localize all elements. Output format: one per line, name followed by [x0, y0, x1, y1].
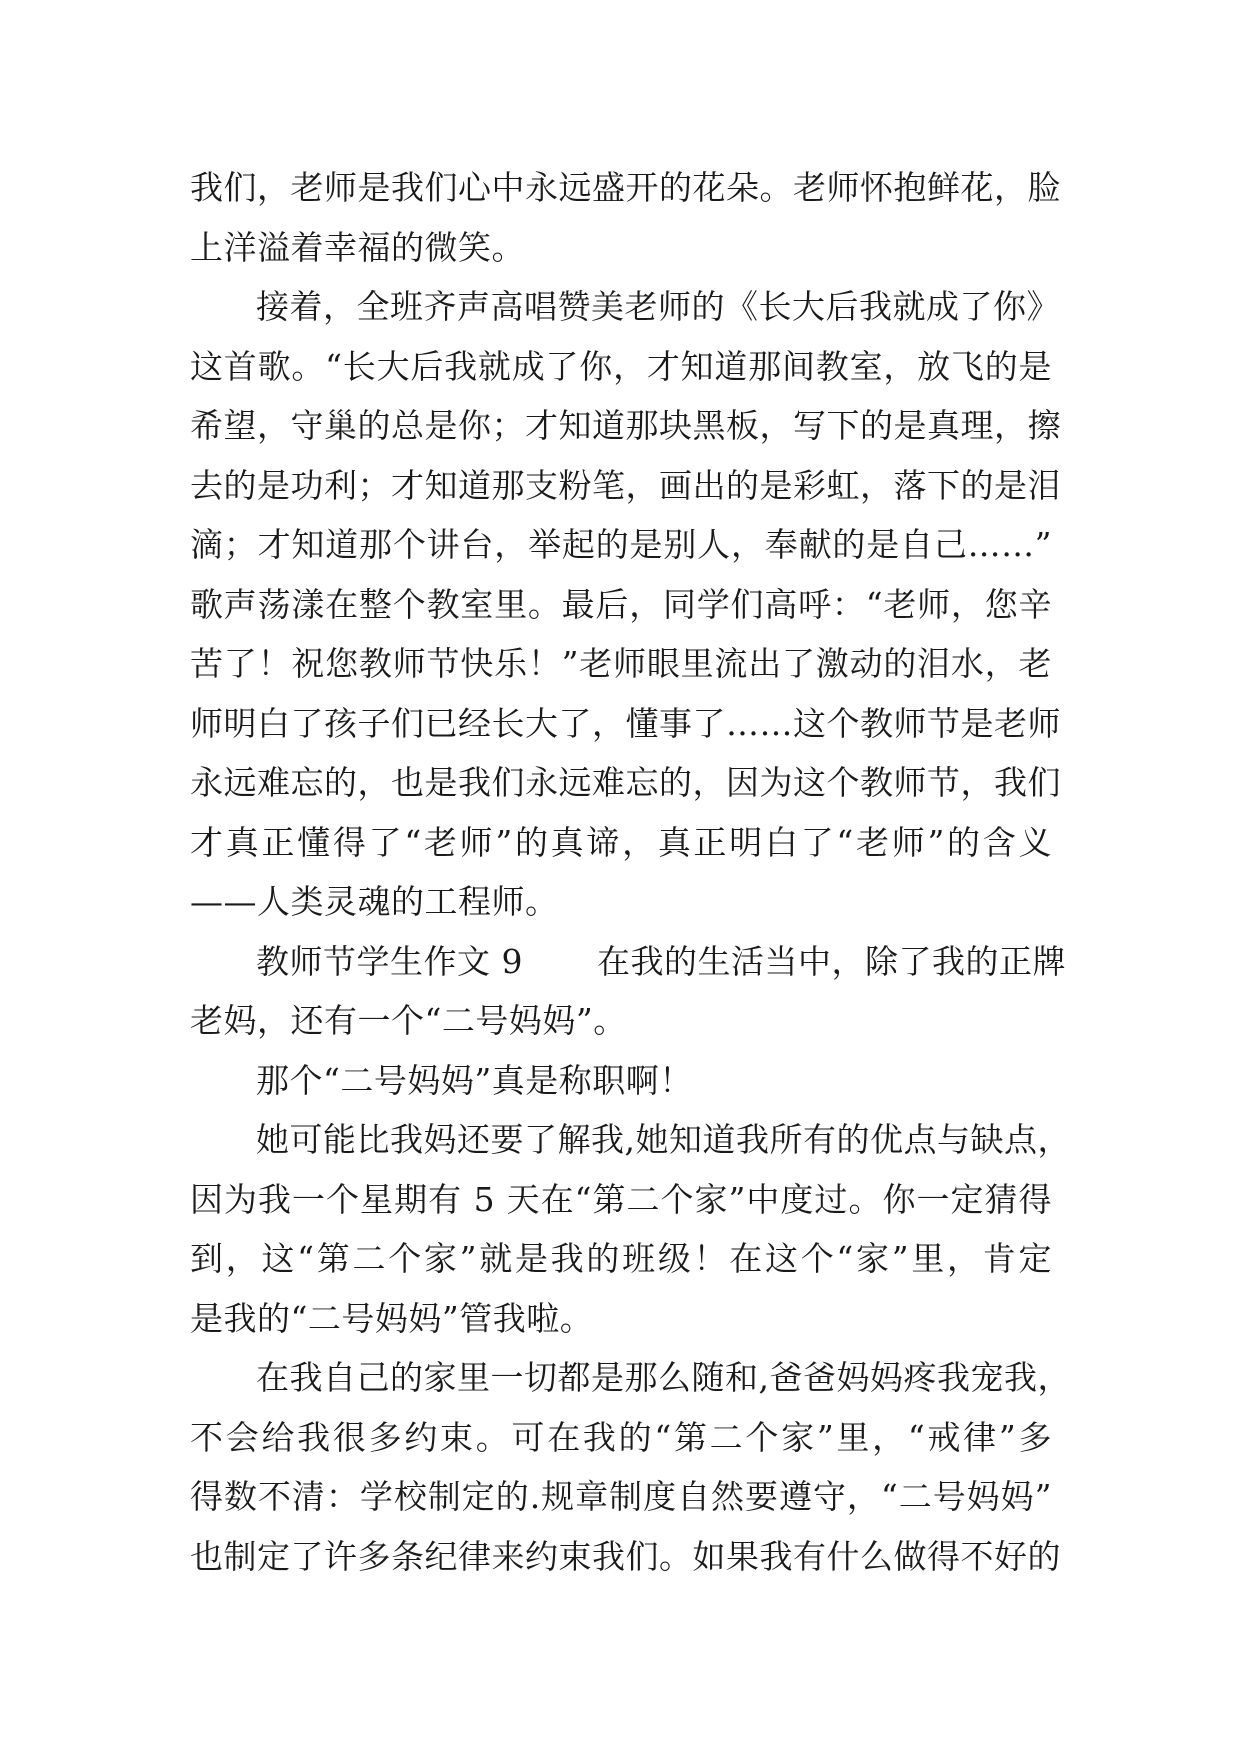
- text-line: 到，这“第二个家”就是我的班级！在这个“家”里，肯定: [190, 1239, 1052, 1278]
- text-line: 才真正懂得了“老师”的真谛，真正明白了“老师”的含义: [190, 822, 1052, 862]
- essay-heading: 教师节学生作文 9: [256, 941, 523, 981]
- text-line: 我们，老师是我们心中永远盛开的花朵。老师怀抱鲜花，脸: [190, 168, 1061, 207]
- text-line: ——人类灵魂的工程师。: [190, 882, 559, 921]
- paragraph-start-line: 接着，全班齐声高唱赞美老师的《长大后我就成了你》: [256, 287, 1060, 326]
- text-line: 得数不清：学校制定的.规章制度自然要遵守，“二号妈妈”: [190, 1477, 1052, 1516]
- text-line: 这首歌。“长大后我就成了你，才知道那间教室，放飞的是: [190, 346, 1052, 386]
- text-line: 上洋溢着幸福的微笑。: [190, 227, 525, 267]
- text-line: 苦了！祝您教师节快乐！”老师眼里流出了激动的泪水，老: [190, 644, 1052, 683]
- text-line: 是我的“二号妈妈”管我啦。: [190, 1298, 594, 1338]
- text-line: 老妈，还有一个“二号妈妈”。: [190, 1001, 627, 1040]
- document-body: [190, 158, 1071, 1586]
- text-line: 永远难忘的，也是我们永远难忘的，因为这个教师节，我们: [190, 763, 1061, 802]
- text-line: 希望，守巢的总是你；才知道那块黑板，写下的是真理，擦: [190, 406, 1061, 445]
- text-line: 歌声荡漾在整个教室里。最后，同学们高呼：“老师，您辛: [190, 584, 1052, 624]
- essay-opening: 在我的生活当中，除了我的正牌: [597, 941, 1066, 981]
- text-line: 去的是功利；才知道那支粉笔，画出的是彩虹，落下的是泪: [190, 465, 1061, 505]
- paragraph-start-line: 在我自己的家里一切都是那么随和,爸爸妈妈疼我宠我，: [256, 1358, 1071, 1397]
- paragraph-start-line: 那个“二号妈妈”真是称职啊！: [256, 1060, 693, 1100]
- text-line: 也制定了许多条纪律来约束我们。如果我有什么做得不好的: [190, 1536, 1061, 1576]
- paragraph-start-line: 她可能比我妈还要了解我,她知道我所有的优点与缺点，: [256, 1120, 1071, 1159]
- text-line: 滴；才知道那个讲台，举起的是别人，奉献的是自己……”: [190, 525, 1052, 564]
- text-line: 师明白了孩子们已经长大了，懂事了……这个教师节是老师: [190, 703, 1061, 743]
- text-line: 不会给我很多约束。可在我的“第二个家”里，“戒律”多: [190, 1417, 1052, 1457]
- text-line: 因为我一个星期有 5 天在“第二个家”中度过。你一定猜得: [190, 1179, 1052, 1219]
- essay-heading-line: [190, 932, 1066, 992]
